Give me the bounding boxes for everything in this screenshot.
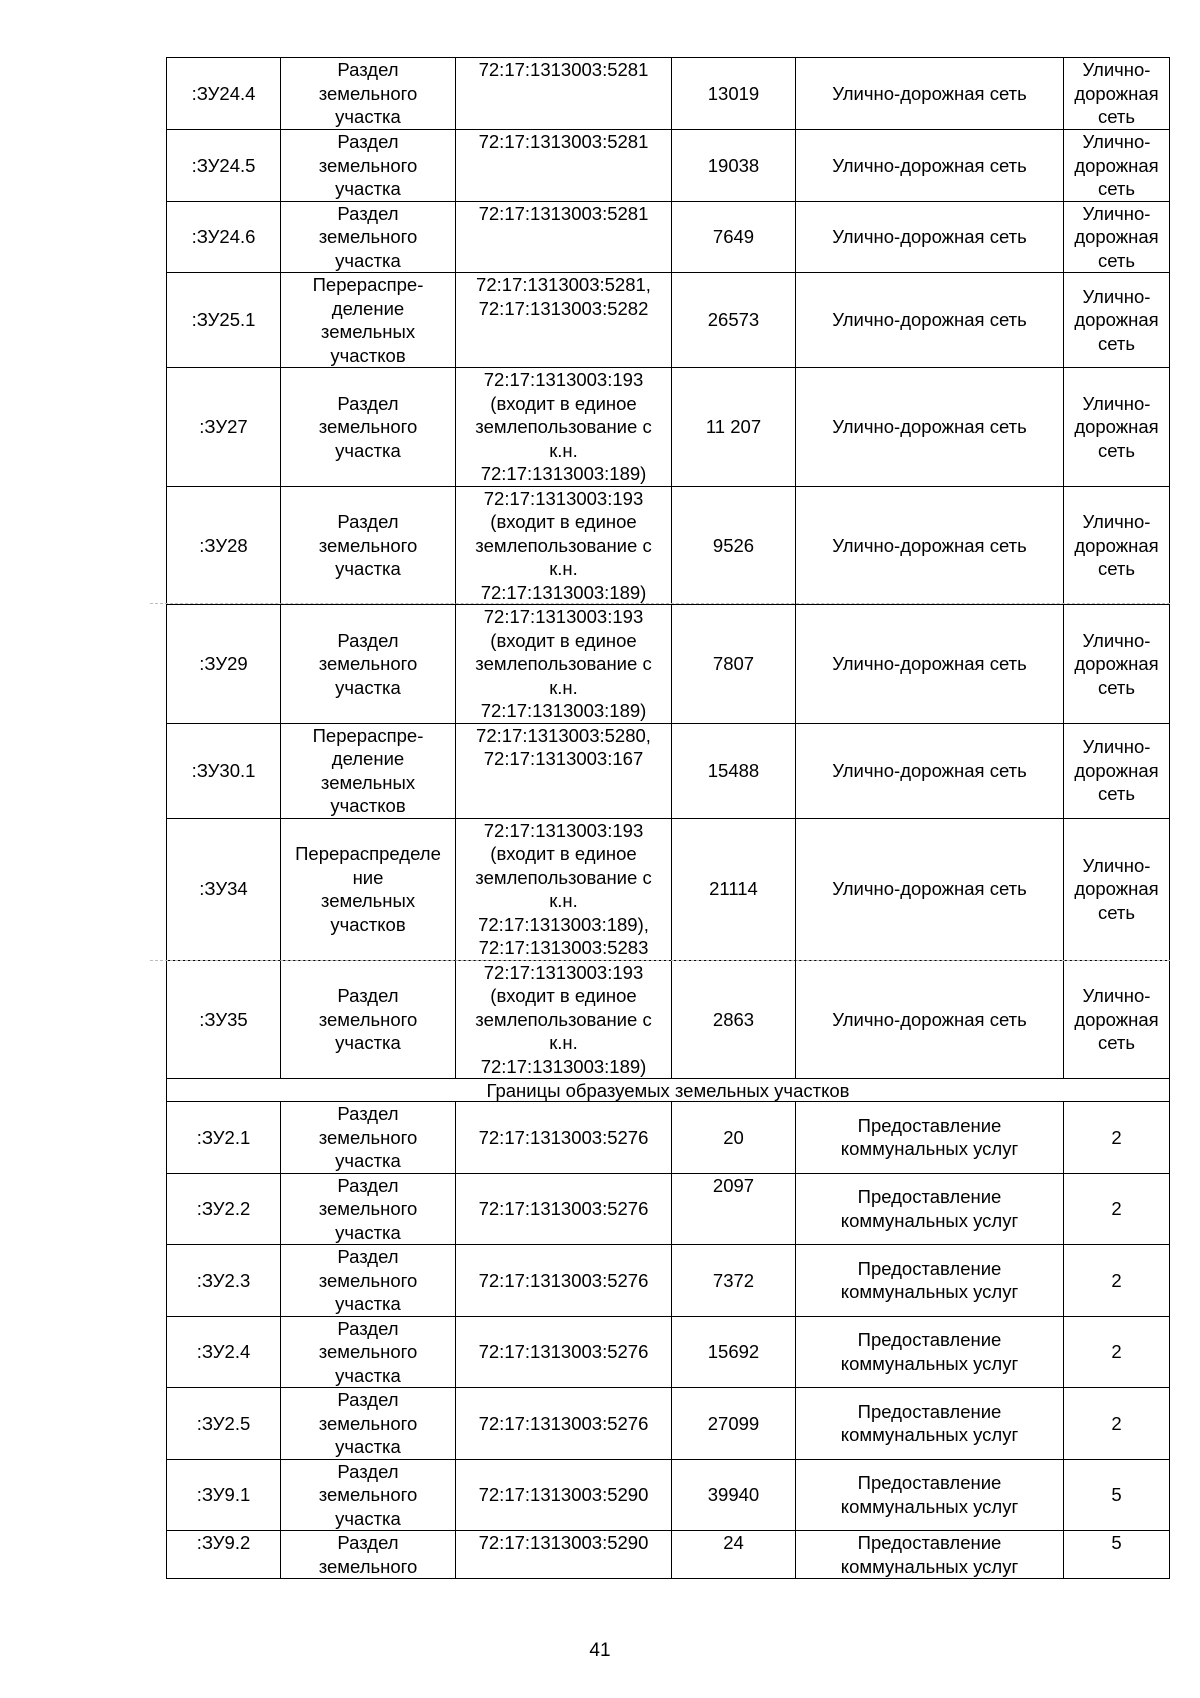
formation-method-cell — [281, 960, 456, 1079]
area-cell: 24 — [672, 1531, 796, 1579]
cell-text-line: Улично-дорожная сеть — [832, 309, 1027, 331]
plot-id-cell: :ЗУ9.2 — [167, 1531, 281, 1579]
plot-id-cell: :ЗУ29 — [167, 605, 281, 724]
cell-text-line: участка — [335, 1436, 401, 1457]
zone-cell — [1064, 960, 1170, 1079]
cell-text-line: дорожная — [1074, 653, 1159, 674]
permitted-use-cell — [796, 273, 1064, 368]
cell-text-line: (входит в единое — [490, 629, 637, 651]
plot-id-cell: :ЗУ25.1 — [167, 273, 281, 368]
cell-text-line: земельного — [318, 82, 418, 104]
area-cell: 2097 — [672, 1173, 796, 1245]
zone-cell — [1064, 201, 1170, 273]
cell-text-line: Улично-дорожная сеть — [832, 416, 1027, 437]
cell-text-line: участка — [335, 178, 401, 199]
cell-text-line: 2 — [1111, 1412, 1122, 1434]
cell-text-line: 72:17:1313003:167 — [483, 748, 644, 769]
cell-text-line: Раздел — [337, 1460, 399, 1482]
cell-text-line: Улично-дорожная сеть — [832, 154, 1027, 176]
cell-text-line: участка — [335, 1364, 401, 1386]
cell-text-line: земельных — [320, 771, 416, 793]
cadastral-number-cell — [456, 130, 672, 202]
cell-text-line: Улично- — [1082, 854, 1151, 876]
cell-text-line: Предоставление — [857, 1472, 1002, 1494]
cell-text-line: Раздел — [337, 629, 399, 651]
cell-text-line: 72:17:1313003:5281 — [478, 131, 649, 152]
cell-text-line: к.н. — [549, 1032, 578, 1053]
cell-text-line: дорожная — [1074, 309, 1159, 331]
cell-text-line: 72:17:1313003:5281, — [476, 274, 651, 295]
permitted-use-cell — [796, 1316, 1064, 1388]
permitted-use-cell — [796, 1102, 1064, 1174]
cell-text-line: Предоставление — [857, 1257, 1002, 1279]
permitted-use-cell — [796, 1245, 1064, 1317]
cell-text-line: Улично-дорожная сеть — [832, 1008, 1027, 1030]
cell-text-line: Раздел — [337, 1174, 399, 1196]
formation-method-cell — [281, 130, 456, 202]
cell-text-line: земельного — [318, 1126, 418, 1148]
plot-id-cell: :ЗУ2.2 — [167, 1173, 281, 1245]
cell-text-line: земельного — [318, 653, 418, 674]
cell-text-line: Улично-дорожная сеть — [832, 759, 1027, 781]
table-row — [167, 1388, 1170, 1460]
table-row — [167, 130, 1170, 202]
cell-text-line: сеть — [1097, 249, 1136, 271]
cell-text-line: деление — [331, 748, 405, 769]
cell-text-line: (входит в единое — [490, 392, 637, 414]
cell-text-line: деление — [331, 297, 405, 319]
area-cell: 15488 — [672, 723, 796, 818]
table-row — [167, 1459, 1170, 1531]
cell-text-line: 72:17:1313003:189), — [478, 913, 649, 935]
zone-cell — [1064, 486, 1170, 605]
cell-text-line: Улично- — [1082, 392, 1151, 414]
area-cell: 21114 — [672, 818, 796, 960]
cell-text-line: к.н. — [549, 439, 578, 461]
cell-text-line: землепользование с — [475, 653, 652, 674]
zone-cell — [1064, 368, 1170, 487]
cell-text-line: 72:17:1313003:193 — [483, 487, 644, 509]
cell-text-line: 5 — [1111, 1532, 1122, 1553]
cell-text-line: коммунальных услуг — [840, 1495, 1019, 1517]
plot-id-cell: :ЗУ34 — [167, 818, 281, 960]
cadastral-number-cell — [456, 1388, 672, 1460]
cell-text-line: сеть — [1097, 558, 1136, 579]
cadastral-number-cell — [456, 818, 672, 960]
cell-text-line: сеть — [1097, 106, 1136, 128]
permitted-use-cell — [796, 130, 1064, 202]
cell-text-line: Раздел — [337, 59, 399, 81]
table-row — [167, 1173, 1170, 1245]
cell-text-line: земельных — [320, 890, 416, 911]
area-cell: 9526 — [672, 486, 796, 605]
cell-text-line: 72:17:1313003:5290 — [478, 1484, 649, 1505]
cell-text-line: Предоставление — [857, 1114, 1002, 1136]
cell-text-line: Раздел — [337, 392, 399, 414]
cell-text-line: сеть — [1097, 783, 1136, 805]
zone-cell — [1064, 1102, 1170, 1174]
table-row — [167, 201, 1170, 273]
area-cell: 7807 — [672, 605, 796, 724]
cell-text-line: 72:17:1313003:189) — [480, 581, 647, 603]
cell-text-line: сеть — [1097, 178, 1136, 199]
cell-text-line: участка — [335, 1293, 401, 1314]
cell-text-line: участка — [335, 249, 401, 271]
cell-text-line: участка — [335, 106, 401, 128]
cadastral-number-cell — [456, 201, 672, 273]
cell-text-line: 72:17:1313003:189) — [480, 1055, 647, 1077]
cell-text-line: 72:17:1313003:193 — [483, 819, 644, 841]
cell-text-line: 72:17:1313003:5276 — [478, 1341, 649, 1362]
cell-text-line: земельного — [318, 534, 418, 556]
cell-text-line: земельного — [318, 1484, 418, 1505]
cadastral-number-cell — [456, 58, 672, 130]
cell-text-line: сеть — [1097, 332, 1136, 354]
cell-text-line: дорожная — [1074, 1008, 1159, 1030]
formation-method-cell — [281, 723, 456, 818]
cell-text-line: 2 — [1111, 1126, 1122, 1148]
cell-text-line: коммунальных услуг — [840, 1209, 1019, 1231]
permitted-use-cell — [796, 1459, 1064, 1531]
cell-text-line: к.н. — [549, 676, 578, 698]
formation-method-cell — [281, 1102, 456, 1174]
area-cell: 2863 — [672, 960, 796, 1079]
cell-text-line: земельного — [318, 1269, 418, 1291]
cell-text-line: дорожная — [1074, 878, 1159, 900]
cell-text-line: земельного — [318, 226, 418, 247]
permitted-use-cell — [796, 818, 1064, 960]
cell-text-line: Раздел — [337, 1389, 399, 1410]
cell-text-line: 72:17:1313003:5276 — [478, 1126, 649, 1148]
cell-text-line: Улично- — [1082, 59, 1151, 81]
cell-text-line: дорожная — [1074, 534, 1159, 556]
cell-text-line: 72:17:1313003:5283 — [478, 937, 649, 958]
permitted-use-cell — [796, 368, 1064, 487]
area-cell: 20 — [672, 1102, 796, 1174]
cell-text-line: земельного — [318, 1412, 418, 1434]
zone-cell — [1064, 1245, 1170, 1317]
cell-text-line: Раздел — [337, 1317, 399, 1339]
formation-method-cell — [281, 1459, 456, 1531]
cell-text-line: ние — [352, 866, 384, 888]
cell-text-line: землепользование с — [475, 866, 652, 888]
cell-text-line: участка — [335, 558, 401, 579]
table-row — [167, 368, 1170, 487]
cell-text-line: 72:17:1313003:5280, — [476, 724, 651, 746]
formation-method-cell — [281, 1316, 456, 1388]
cell-text-line: землепользование с — [475, 1008, 652, 1030]
cadastral-number-cell — [456, 1102, 672, 1174]
cell-text-line: 72:17:1313003:5276 — [478, 1198, 649, 1219]
area-cell: 7649 — [672, 201, 796, 273]
area-cell: 11 207 — [672, 368, 796, 487]
cell-text-line: Раздел — [337, 1246, 399, 1267]
cell-text-line: к.н. — [549, 890, 578, 911]
faint-dashed-line — [150, 960, 1170, 961]
cell-text-line: 72:17:1313003:193 — [483, 961, 644, 983]
cadastral-number-cell — [456, 1173, 672, 1245]
cell-text-line: 2 — [1111, 1341, 1122, 1362]
cell-text-line: 72:17:1313003:5290 — [478, 1532, 649, 1553]
page-number: 41 — [589, 1640, 611, 1661]
cell-text-line: Перераспределе — [295, 843, 441, 864]
permitted-use-cell — [796, 605, 1064, 724]
table-row — [167, 1245, 1170, 1317]
cell-text-line: участка — [335, 1032, 401, 1053]
cell-text-line: 72:17:1313003:193 — [483, 369, 644, 390]
cell-text-line: 2 — [1111, 1198, 1122, 1219]
cell-text-line: Улично- — [1082, 202, 1151, 224]
formation-method-cell — [281, 486, 456, 605]
cell-text-line: земельного — [318, 154, 418, 176]
permitted-use-cell — [796, 1388, 1064, 1460]
cell-text-line: участка — [335, 1507, 401, 1529]
formation-method-cell — [281, 818, 456, 960]
formation-method-cell — [281, 605, 456, 724]
cell-text-line: землепользование с — [475, 534, 652, 556]
cell-text-line: дорожная — [1074, 154, 1159, 176]
cell-text-line: Предоставление — [857, 1186, 1002, 1208]
table-row — [167, 1102, 1170, 1174]
zone-cell — [1064, 130, 1170, 202]
cell-text-line: дорожная — [1074, 82, 1159, 104]
cell-text-line: 5 — [1111, 1484, 1122, 1505]
area-cell: 7372 — [672, 1245, 796, 1317]
cell-text-line: участков — [330, 344, 406, 366]
cell-text-line: Предоставление — [857, 1329, 1002, 1351]
table-row — [167, 1316, 1170, 1388]
cell-text-line: 72:17:1313003:189) — [480, 463, 647, 484]
faint-dashed-line — [150, 603, 1170, 604]
cadastral-number-cell — [456, 723, 672, 818]
plot-id-cell: :ЗУ2.5 — [167, 1388, 281, 1460]
cadastral-number-cell — [456, 960, 672, 1079]
plot-id-cell: :ЗУ30.1 — [167, 723, 281, 818]
cell-text-line: (входит в единое — [490, 843, 637, 864]
zone-cell — [1064, 1388, 1170, 1460]
cell-text-line: дорожная — [1074, 759, 1159, 781]
plot-id-cell: :ЗУ24.6 — [167, 201, 281, 273]
cell-text-line: участков — [330, 795, 406, 816]
cell-text-line: сеть — [1097, 901, 1136, 923]
area-cell: 27099 — [672, 1388, 796, 1460]
cadastral-number-cell — [456, 273, 672, 368]
cell-text-line: земельного — [318, 1008, 418, 1030]
zone-cell — [1064, 605, 1170, 724]
cell-text-line: 72:17:1313003:5281 — [478, 59, 649, 80]
cell-text-line: земельного — [318, 1555, 418, 1577]
formation-method-cell — [281, 58, 456, 130]
cell-text-line: участка — [335, 1150, 401, 1171]
plot-id-cell: :ЗУ24.5 — [167, 130, 281, 202]
cell-text-line: 72:17:1313003:5276 — [478, 1269, 649, 1291]
cell-text-line: дорожная — [1074, 226, 1159, 247]
permitted-use-cell — [796, 723, 1064, 818]
cell-text-line: участков — [330, 913, 406, 935]
cell-text-line: сеть — [1097, 676, 1136, 698]
cell-text-line: Улично- — [1082, 131, 1151, 152]
zone-cell — [1064, 1316, 1170, 1388]
permitted-use-cell — [796, 1173, 1064, 1245]
cell-text-line: коммунальных услуг — [840, 1281, 1019, 1303]
plot-id-cell: :ЗУ9.1 — [167, 1459, 281, 1531]
section-title: Границы образуемых земельных участков — [167, 1079, 1170, 1102]
cell-text-line: 72:17:1313003:193 — [483, 606, 644, 627]
cell-text-line: Раздел — [337, 1103, 399, 1124]
zone-cell — [1064, 58, 1170, 130]
area-cell: 15692 — [672, 1316, 796, 1388]
plot-id-cell: :ЗУ28 — [167, 486, 281, 605]
cell-text-line: 72:17:1313003:5282 — [478, 297, 649, 319]
cell-text-line: Перераспре- — [312, 724, 424, 746]
cell-text-line: Улично- — [1082, 285, 1151, 307]
cadastral-number-cell — [456, 1245, 672, 1317]
cell-text-line: земельного — [318, 1341, 418, 1362]
cadastral-number-cell — [456, 1459, 672, 1531]
table-row — [167, 486, 1170, 605]
cell-text-line: Улично-дорожная сеть — [832, 226, 1027, 247]
cell-text-line: участка — [335, 676, 401, 698]
cell-text-line: участка — [335, 439, 401, 461]
cell-text-line: (входит в единое — [490, 511, 637, 532]
cell-text-line: Улично- — [1082, 629, 1151, 651]
zone-cell — [1064, 1173, 1170, 1245]
permitted-use-cell — [796, 58, 1064, 130]
cell-text-line: коммунальных услуг — [840, 1138, 1019, 1160]
land-plots-table — [166, 57, 1170, 1579]
cell-text-line: Улично-дорожная сеть — [832, 534, 1027, 556]
cell-text-line: Предоставление — [857, 1400, 1002, 1422]
plot-id-cell: :ЗУ2.1 — [167, 1102, 281, 1174]
zone-cell — [1064, 1531, 1170, 1579]
plot-id-cell: :ЗУ2.3 — [167, 1245, 281, 1317]
formation-method-cell — [281, 1173, 456, 1245]
section-header-row — [167, 1079, 1170, 1102]
cell-text-line: коммунальных услуг — [840, 1352, 1019, 1374]
table-row — [167, 605, 1170, 724]
cell-text-line: 72:17:1313003:189) — [480, 700, 647, 721]
cell-text-line: 72:17:1313003:5281 — [478, 202, 649, 224]
zone-cell — [1064, 818, 1170, 960]
table-row — [167, 960, 1170, 1079]
cell-text-line: землепользование с — [475, 416, 652, 437]
cell-text-line: Улично- — [1082, 985, 1151, 1006]
cell-text-line: сеть — [1097, 439, 1136, 461]
table-row — [167, 1531, 1170, 1579]
cell-text-line: земельного — [318, 1198, 418, 1219]
table-row — [167, 273, 1170, 368]
plot-id-cell: :ЗУ27 — [167, 368, 281, 487]
plot-id-cell: :ЗУ24.4 — [167, 58, 281, 130]
cell-text-line: Улично-дорожная сеть — [832, 82, 1027, 104]
permitted-use-cell — [796, 1531, 1064, 1579]
formation-method-cell — [281, 1388, 456, 1460]
zone-cell — [1064, 1459, 1170, 1531]
cell-text-line: дорожная — [1074, 416, 1159, 437]
cell-text-line: Раздел — [337, 985, 399, 1006]
cell-text-line: земельных — [320, 321, 416, 342]
area-cell: 13019 — [672, 58, 796, 130]
area-cell: 19038 — [672, 130, 796, 202]
area-cell: 26573 — [672, 273, 796, 368]
cadastral-number-cell — [456, 368, 672, 487]
cell-text-line: Перераспре- — [312, 274, 424, 295]
zone-cell — [1064, 273, 1170, 368]
cell-text-line: 2 — [1111, 1269, 1122, 1291]
permitted-use-cell — [796, 201, 1064, 273]
area-cell: 39940 — [672, 1459, 796, 1531]
cell-text-line: участка — [335, 1221, 401, 1243]
cadastral-number-cell — [456, 1316, 672, 1388]
cell-text-line: Улично- — [1082, 736, 1151, 758]
formation-method-cell — [281, 368, 456, 487]
cell-text-line: Раздел — [337, 131, 399, 152]
cell-text-line: Раздел — [337, 202, 399, 224]
cadastral-number-cell — [456, 1531, 672, 1579]
cadastral-number-cell — [456, 605, 672, 724]
formation-method-cell — [281, 1531, 456, 1579]
cell-text-line: к.н. — [549, 558, 578, 579]
plot-id-cell: :ЗУ35 — [167, 960, 281, 1079]
cell-text-line: Улично-дорожная сеть — [832, 653, 1027, 674]
formation-method-cell — [281, 201, 456, 273]
cadastral-number-cell — [456, 486, 672, 605]
cell-text-line: Раздел — [337, 511, 399, 532]
cell-text-line: коммунальных услуг — [840, 1555, 1019, 1577]
cell-text-line: Улично- — [1082, 511, 1151, 532]
cell-text-line: 72:17:1313003:5276 — [478, 1412, 649, 1434]
formation-method-cell — [281, 1245, 456, 1317]
plot-id-cell: :ЗУ2.4 — [167, 1316, 281, 1388]
table-row — [167, 818, 1170, 960]
table-row — [167, 723, 1170, 818]
cell-text-line: коммунальных услуг — [840, 1424, 1019, 1446]
permitted-use-cell — [796, 486, 1064, 605]
table-row — [167, 58, 1170, 130]
formation-method-cell — [281, 273, 456, 368]
cell-text-line: (входит в единое — [490, 985, 637, 1006]
cell-text-line: Предоставление — [857, 1532, 1002, 1553]
cell-text-line: Раздел — [337, 1532, 399, 1553]
cell-text-line: земельного — [318, 416, 418, 437]
permitted-use-cell — [796, 960, 1064, 1079]
cell-text-line: сеть — [1097, 1032, 1136, 1053]
zone-cell — [1064, 723, 1170, 818]
cell-text-line: Улично-дорожная сеть — [832, 878, 1027, 900]
